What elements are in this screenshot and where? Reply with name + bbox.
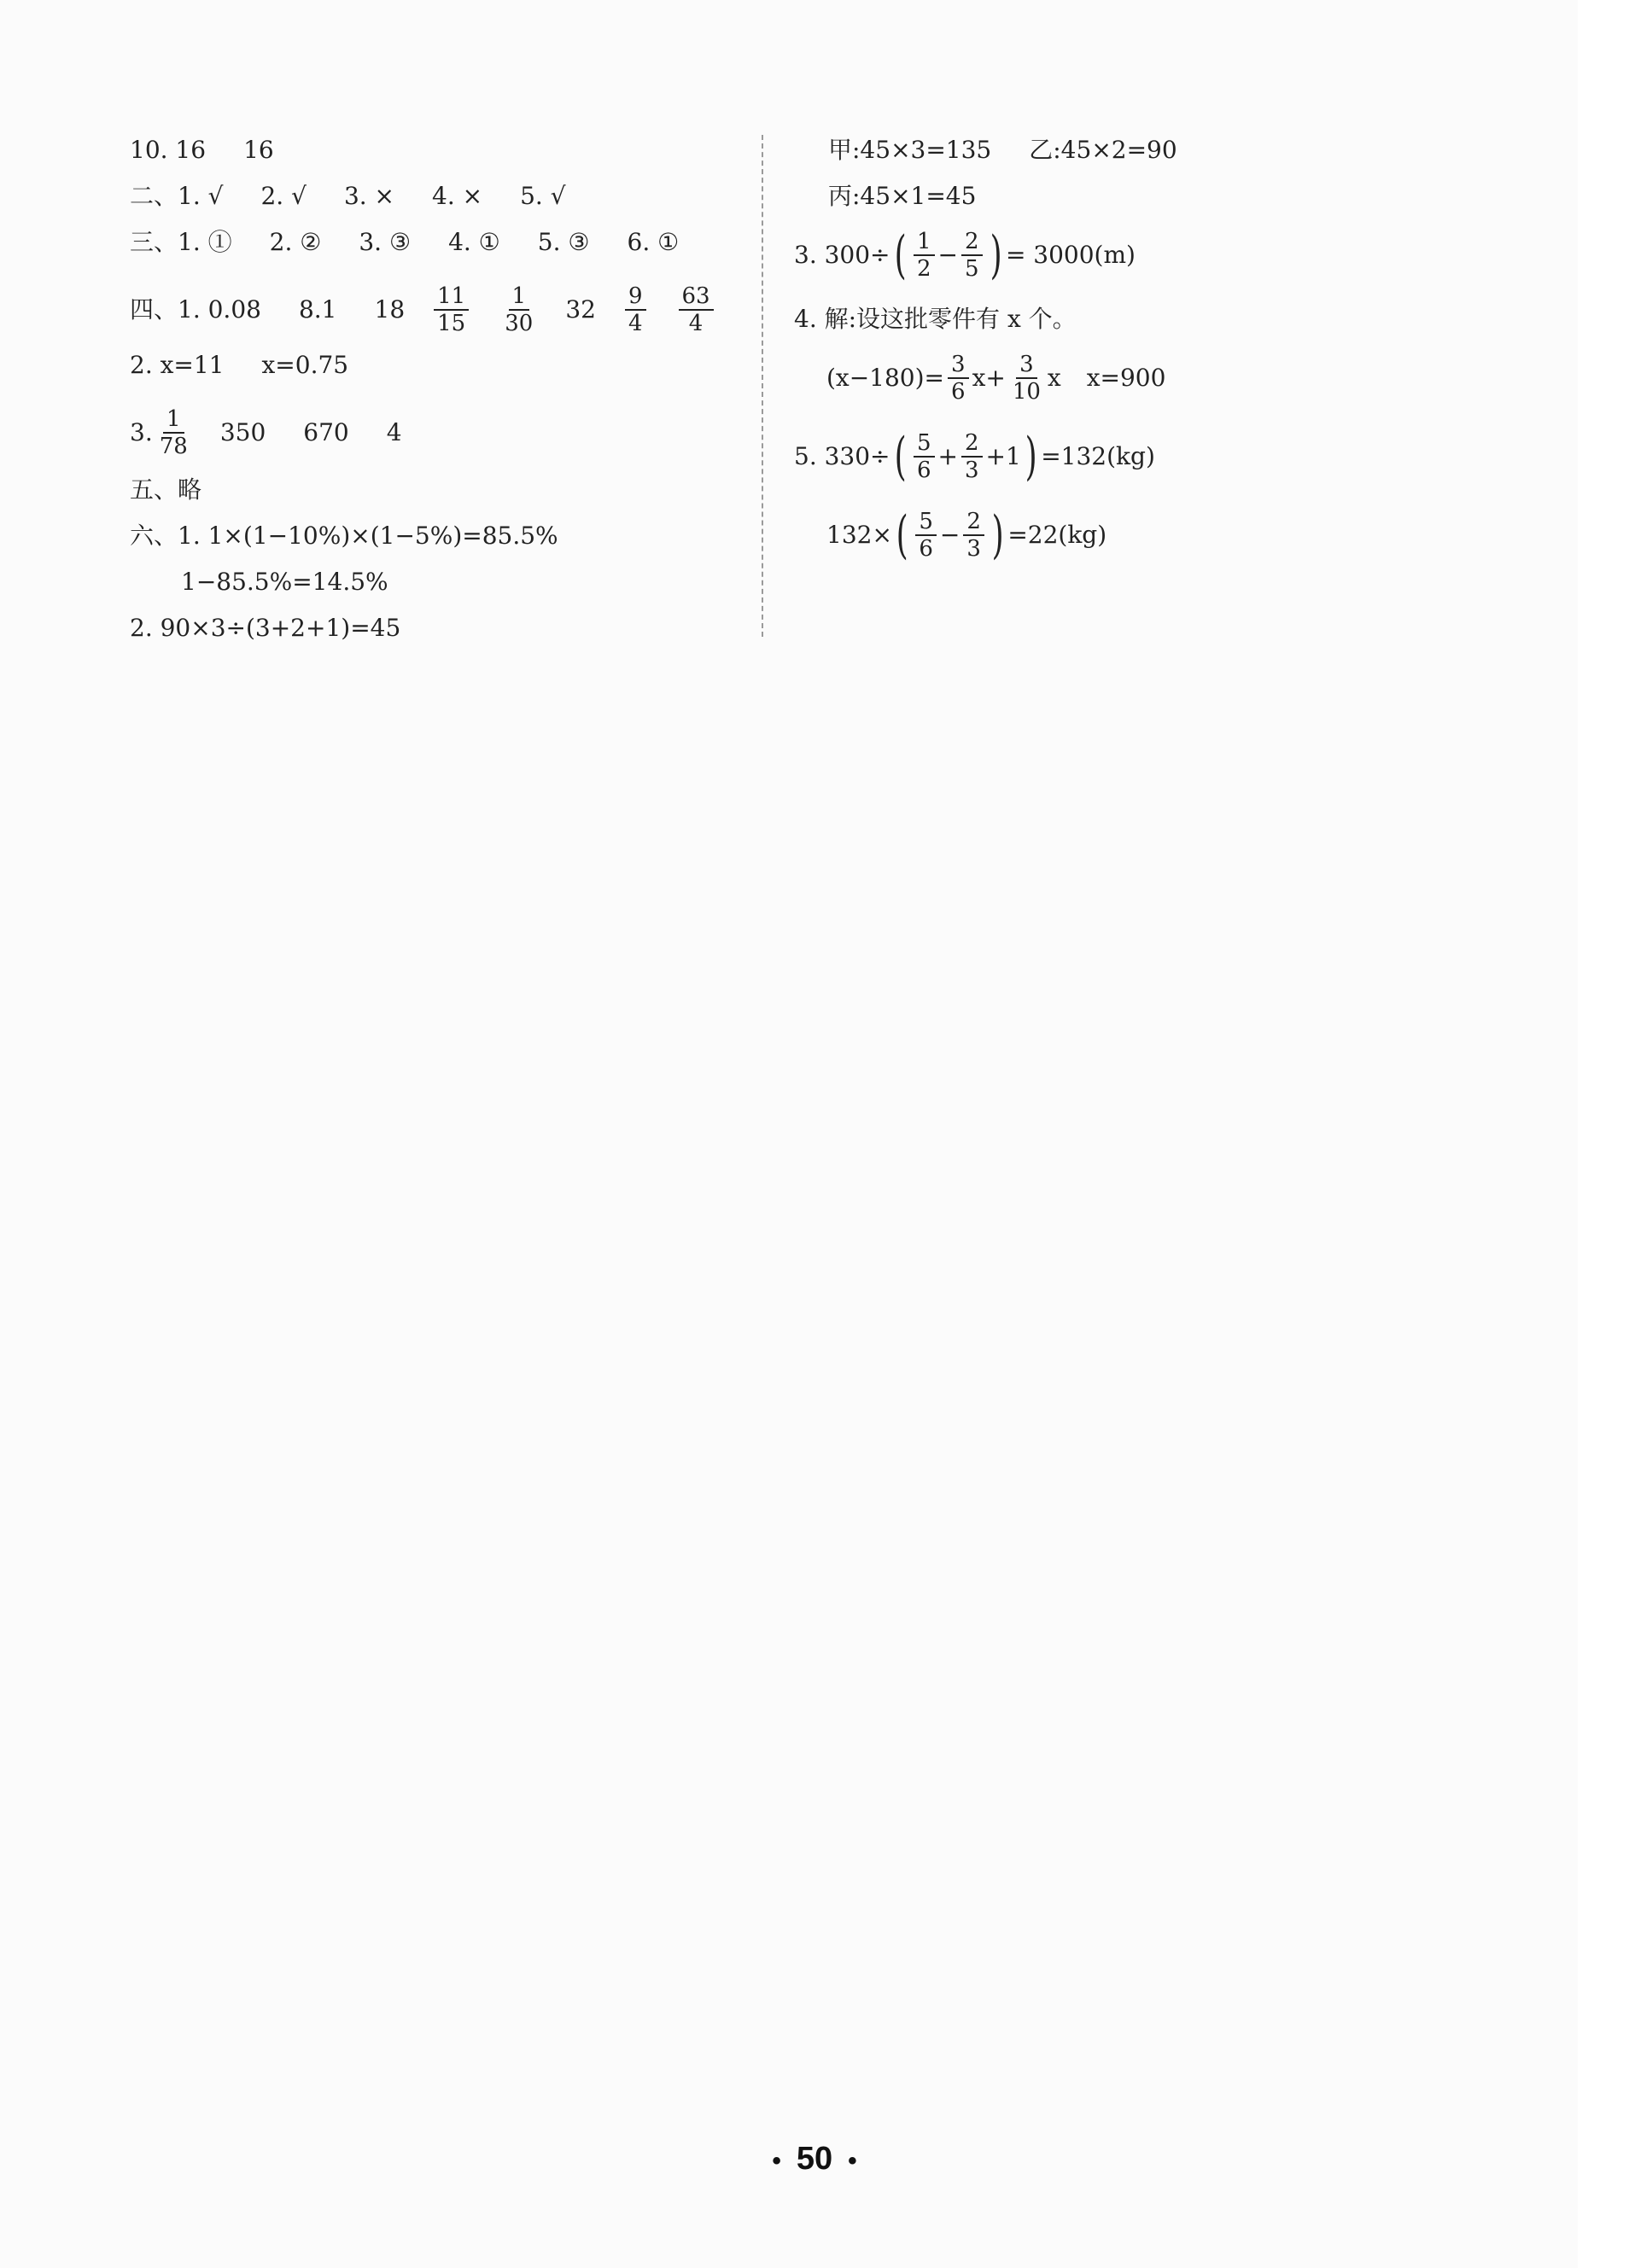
text: 3. × (343, 182, 395, 210)
text: 四、1. 0.08 (130, 295, 261, 324)
text: 32 (565, 295, 596, 324)
right-line-1 (828, 135, 1177, 166)
text: 18 (374, 295, 406, 324)
text: 4. × (432, 182, 483, 210)
column-divider (762, 135, 763, 637)
page-number-text: 50 (796, 2141, 833, 2177)
text: 4. ① (448, 228, 500, 256)
section-three-line (130, 227, 679, 258)
fraction: $\frac{9}{4}$ (625, 283, 646, 336)
fraction: $\frac{5}{6}$ (914, 430, 935, 483)
plus-sign: + (937, 442, 958, 470)
section-two-line (130, 181, 566, 212)
text: 350 (219, 418, 266, 446)
text: 16 (243, 136, 274, 164)
section-six-line-2 (181, 567, 388, 598)
text: = 3000(m) (1005, 241, 1136, 269)
text: (x−180)= (826, 364, 945, 392)
text: x=0.75 (261, 351, 349, 379)
text: x+ (972, 364, 1006, 392)
text: x=900 (1086, 364, 1166, 392)
right-line-6: 5. 330÷ ( $\frac{5}{6}$ + $\frac{2}{3}$ +1 ) =132(kg) (794, 427, 1155, 487)
text: 6. ① (627, 228, 680, 256)
text: =132(kg) (1041, 442, 1155, 470)
bullet-icon: • (848, 2147, 857, 2175)
fraction: $\frac{1}{30}$ (505, 283, 534, 336)
answer-line-10 (130, 135, 274, 166)
right-line-2 (828, 181, 976, 212)
fraction: $\frac{2}{3}$ (961, 430, 983, 483)
minus-sign: − (937, 241, 958, 269)
section-four-line-1 (130, 283, 717, 336)
fraction: $\frac{1}{2}$ (914, 229, 935, 282)
text: 三、1. ① (130, 228, 232, 256)
text: 1−85.5%=14.5% (181, 568, 388, 596)
text: 乙:45×2=90 (1029, 136, 1177, 164)
text: =22(kg) (1007, 521, 1107, 549)
text: 132× (826, 521, 892, 549)
right-line-7: 132× ( $\frac{5}{6}$ − $\frac{2}{3}$ ) =22(kg) (826, 505, 1107, 565)
right-line-4 (794, 304, 1077, 335)
section-six-line-3 (130, 613, 400, 644)
fraction: $\frac{63}{4}$ (679, 283, 714, 336)
text: 8.1 (298, 295, 337, 324)
text: 3. (130, 418, 153, 446)
text: 甲:45×3=135 (828, 136, 992, 164)
text: +1 (985, 442, 1021, 470)
minus-sign: − (939, 521, 960, 549)
right-line-5 (826, 352, 1165, 405)
text: 4 (386, 418, 402, 446)
text: 丙:45×1=45 (828, 182, 977, 210)
text: 六、1. 1×(1−10%)×(1−5%)=85.5% (130, 522, 558, 550)
fraction: $\frac{2}{3}$ (963, 509, 984, 562)
text: 二、1. √ (130, 182, 224, 210)
text: 4. 解:设这批零件有 x 个。 (794, 305, 1077, 333)
text: 2. 90×3÷(3+2+1)=45 (130, 614, 401, 642)
section-five-line (130, 475, 201, 505)
text: x (1047, 364, 1061, 392)
right-line-3: 3. 300÷ ( $\frac{1}{2}$ − $\frac{2}{5}$ ) = 3000(m) (794, 225, 1136, 285)
text: 2. x=11 (130, 351, 225, 379)
fraction: $\frac{2}{5}$ (961, 229, 983, 282)
fraction: $\frac{3}{6}$ (948, 352, 969, 405)
text: 2. ② (269, 228, 322, 256)
text: 2. √ (260, 182, 307, 210)
fraction: $\frac{1}{78}$ (159, 406, 188, 459)
text: 10. 16 (130, 136, 207, 164)
fraction: $\frac{11}{15}$ (434, 283, 469, 336)
text: 3. ③ (359, 228, 412, 256)
bullet-icon: • (772, 2147, 781, 2175)
fraction: $\frac{3}{10}$ (1012, 352, 1041, 405)
section-four-line-2 (130, 350, 348, 381)
text: 3. 300÷ (794, 241, 890, 269)
page-number (0, 2141, 1629, 2178)
text: 5. 330÷ (794, 442, 890, 470)
section-four-line-3 (130, 406, 402, 459)
fraction: $\frac{5}{6}$ (915, 509, 937, 562)
text: 五、略 (130, 475, 202, 504)
text: 5. ③ (537, 228, 590, 256)
text: 670 (303, 418, 349, 446)
text: 5. √ (520, 182, 566, 210)
section-six-line-1 (130, 521, 558, 551)
